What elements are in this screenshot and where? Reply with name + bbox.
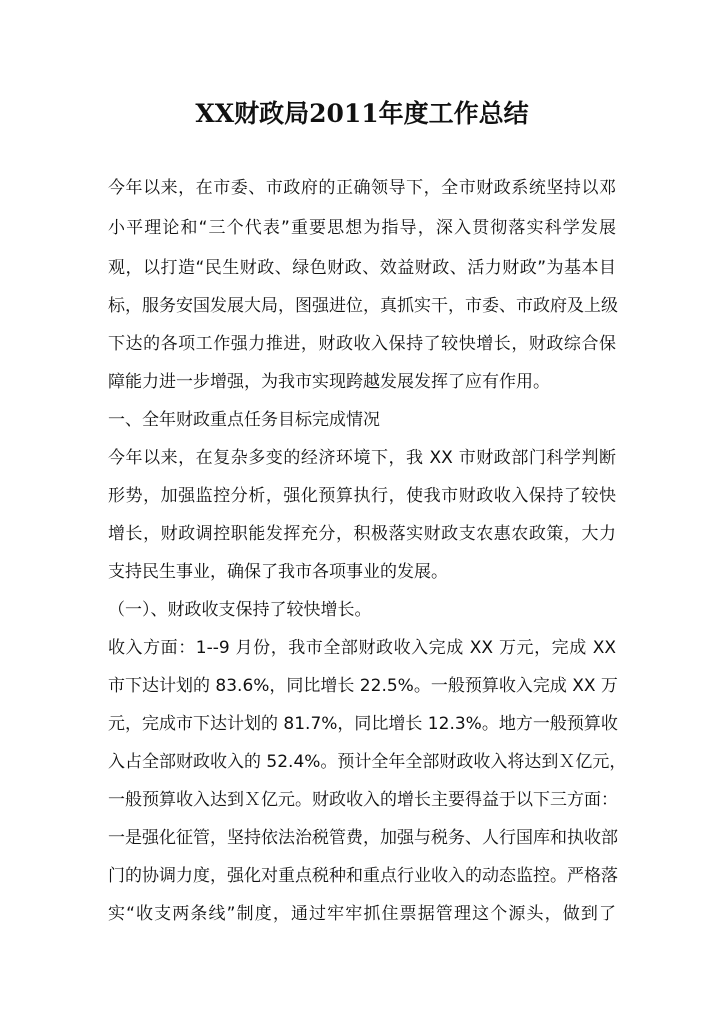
paragraph-line: 元，完成市下达计划的 81.7%，同比增长 12.3%。地方一般预算收 [108, 714, 618, 734]
paragraph-line: 一般预算收入达到Ｘ亿元。财政收入的增长主要得益于以下三方面： [108, 790, 618, 810]
paragraph-line: 今年以来，在复杂多变的经济环境下，我 XX 市财政部门科学判断 [108, 448, 616, 468]
paragraph-line: 小平理论和“三个代表”重要思想为指导，深入贯彻落实科学发展 [108, 218, 616, 238]
section-heading: 一、全年财政重点任务目标完成情况 [108, 410, 380, 430]
paragraph-line: 门的协调力度，强化对重点税种和重点行业收入的动态监控。严格落 [108, 866, 618, 886]
paragraph-line: 增长，财政调控职能发挥充分，积极落实财政支农惠农政策，大力 [108, 524, 616, 544]
paragraph-line: 形势，加强监控分析，强化预算执行，使我市财政收入保持了较快 [108, 486, 616, 506]
paragraph-line: 下达的各项工作强力推进，财政收入保持了较快增长，财政综合保 [108, 334, 616, 354]
paragraph-line: 实“收支两条线”制度，通过牢牢抓住票据管理这个源头，做到了 [108, 904, 616, 924]
paragraph-line: 标，服务安国发展大局，图强进位，真抓实干，市委、市政府及上级 [108, 296, 618, 316]
paragraph-line: 入占全部财政收入的 52.4%。预计全年全部财政收入将达到Ｘ亿元， [108, 752, 627, 772]
subsection-heading: （一）、财政收支保持了较快增长。 [108, 600, 372, 620]
paragraph-line: 收入方面：1--9 月份，我市全部财政收入完成 XX 万元，完成 XX [108, 638, 616, 658]
paragraph-line: 市下达计划的 83.6%，同比增长 22.5%。一般预算收入完成 XX 万 [108, 676, 618, 696]
paragraph-line: 一是强化征管，坚持依法治税管费，加强与税务、人行国库和执收部 [108, 828, 618, 848]
paragraph-line: 障能力进一步增强，为我市实现跨越发展发挥了应有作用。 [108, 372, 550, 392]
document-title: XX财政局2011年度工作总结 [195, 99, 529, 128]
paragraph-line: 支持民生事业，确保了我市各项事业的发展。 [108, 562, 448, 582]
paragraph-line: 观，以打造“民生财政、绿色财政、效益财政、活力财政”为基本目 [108, 258, 616, 278]
paragraph-line: 今年以来，在市委、市政府的正确领导下，全市财政系统坚持以邓 [108, 178, 616, 198]
